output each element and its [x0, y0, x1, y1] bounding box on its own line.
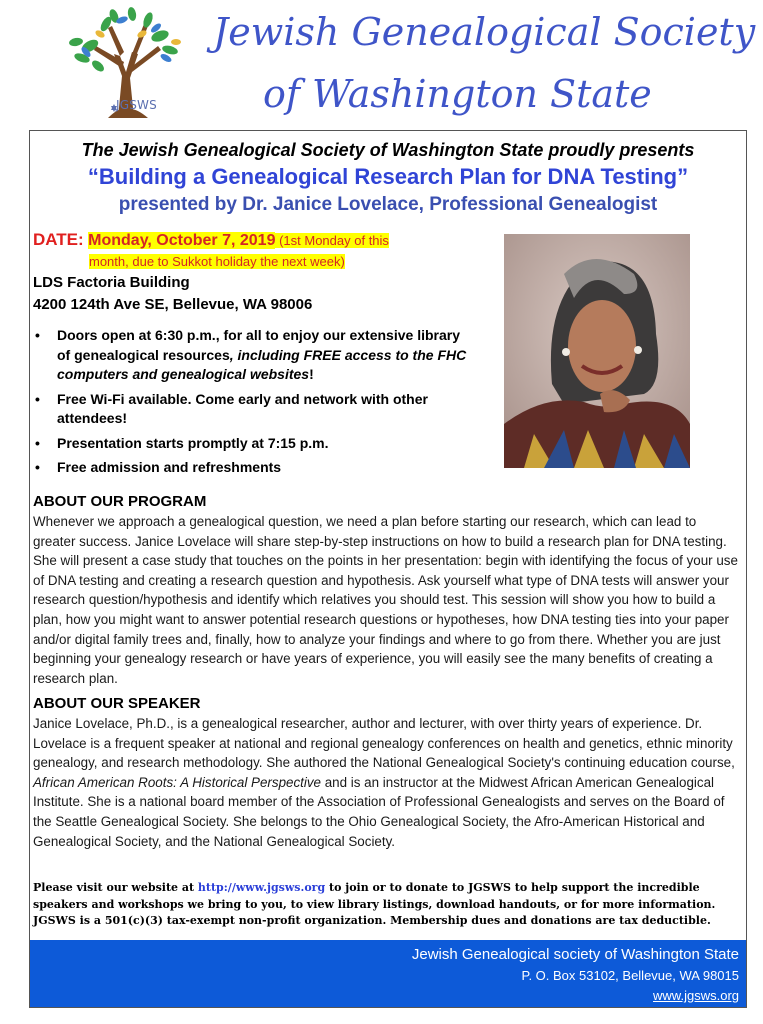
- about-speaker-section: [33, 695, 741, 851]
- date-note-b: month, due to Sukkot holiday the next week): [89, 254, 345, 269]
- visit-notice: Please visit our website at http://www.jgsws.org to join or to donate to JGSWS to help support the incredible speakers and workshops we bring to you, to view library listings, download handouts, or for more information. JGSWS is a 501(c)(3) tax-exempt non-profit organization. Membership dues and donations are tax deductible.: [33, 881, 716, 927]
- speaker-photo: [504, 234, 690, 468]
- venue-name: LDS Factoria Building: [33, 274, 190, 291]
- website-link[interactable]: http://www.jgsws.org: [197, 881, 326, 894]
- venue: [33, 272, 312, 316]
- footer-url-link[interactable]: www.jgsws.org: [653, 988, 739, 1003]
- letterhead: [0, 0, 763, 122]
- org-title-line-2: of Washington State: [263, 72, 652, 116]
- date-value: Monday, October 7, 2019: [88, 232, 276, 249]
- date-block: [33, 229, 453, 272]
- program-heading: ABOUT OUR PROGRAM: [33, 493, 207, 510]
- intro-line: The Jewish Genealogical Society of Washington State proudly presents: [81, 140, 695, 160]
- program-body: Whenever we approach a genealogical question, we need a plan before starting our research, which can lead to greater success. Janice Lovelace will share step-by-step instructions on how to build a research plan for DNA testing. She will present a case study that touches on the points in her presentation: begin with identifying the focus of your use of DNA testing and creating a research question and hypothesis. Ask yourself what type of DNA tests will answer your research question/hypothesis and identify which relatives you should test. This session will show you how to build a plan, how you might want to answer potential research questions or hypotheses, how DNA testing ties into your paper and/or digital family trees and, finally, how to analyze your findings and where to go from there. Whether you are just beginning your genealogy research or have years of experience, you will easily see the many benefits of creating a research plan.: [33, 514, 738, 686]
- event-details-list: [33, 326, 473, 483]
- date-note-a: (1st Monday of this: [279, 233, 389, 248]
- course-title: African American Roots: A Historical Perspective: [33, 774, 321, 790]
- venue-address: 4200 124th Ave SE, Bellevue, WA 98006: [33, 296, 313, 313]
- list-item: • Free Wi-Fi available. Come early and network with other attendees!: [33, 390, 473, 429]
- org-title-line-1: Jewish Genealogical Society: [213, 10, 756, 54]
- list-item: • Free admission and refreshments: [33, 458, 473, 478]
- presenter-line: presented by Dr. Janice Lovelace, Professional Genealogist: [118, 194, 658, 215]
- speaker-body: Janice Lovelace, Ph.D., is a genealogical researcher, author and lecturer, with over thirty years of experience. Dr. Lovelace is a frequent speaker at national and regional genealogy conferences on health and genetics, ethnic minority genealogy, and research methodology. She authored the National Genealogical Society's continuing education course, African American Roots: A Historical Perspective and is an instructor at the Midwest African American Genealogical Institute. She is a national board member of the Association of Professional Genealogists and serves on the Board of the Seattle Genealogical Society. She belongs to the Ohio Genealogical Society, the Afro-American Historical and Genealogical Society, and the National Genealogical Society.: [33, 716, 735, 849]
- about-program-section: [33, 493, 741, 688]
- footer-banner: [30, 940, 746, 1007]
- footer-address: P. O. Box 53102, Bellevue, WA 98015: [521, 968, 739, 983]
- talk-title: “Building a Genealogical Research Plan for DNA Testing”: [87, 164, 689, 189]
- list-item: • Presentation starts promptly at 7:15 p.m.: [33, 434, 473, 454]
- logo-wordmark: JGSWS: [116, 98, 157, 112]
- footer-org: Jewish Genealogical society of Washington State: [411, 946, 739, 963]
- speaker-heading: ABOUT OUR SPEAKER: [33, 695, 201, 712]
- list-item: • Doors open at 6:30 p.m., for all to enjoy our extensive library of genealogical resources, including FREE access to the FHC computers and genealogical websites!: [33, 326, 473, 385]
- date-label: DATE:: [33, 230, 84, 249]
